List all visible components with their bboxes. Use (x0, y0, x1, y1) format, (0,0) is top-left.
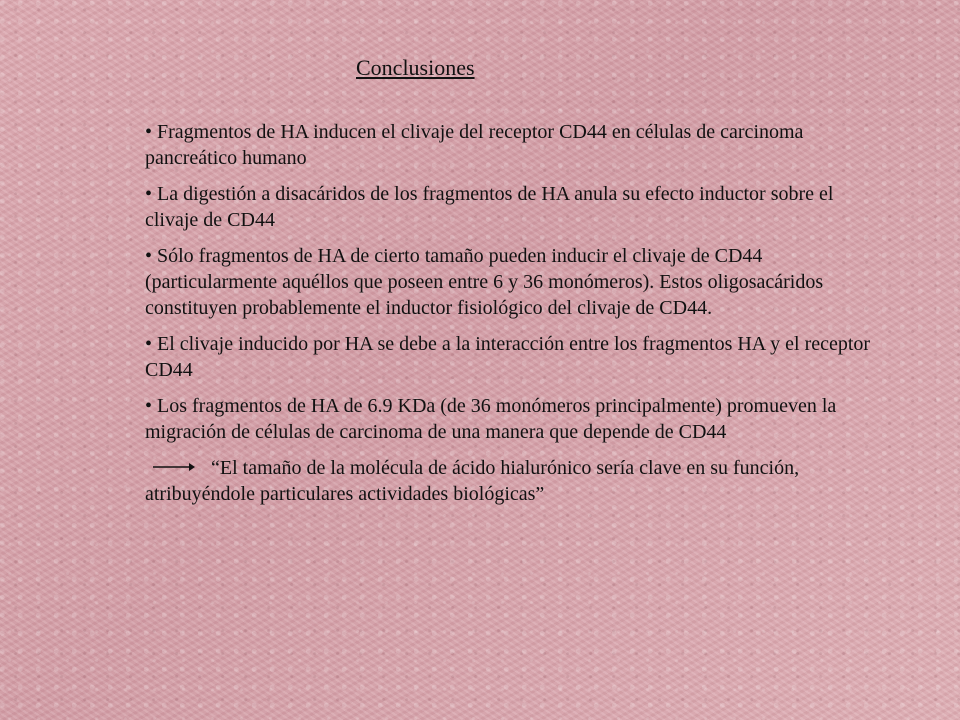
conclusion-bullet-2: • La digestión a disacáridos de los fragmentos de HA anula su efecto inductor sobre el clivaje de CD44 (145, 183, 834, 231)
final-conclusion-quote: “El tamaño de la molécula de ácido hialurónico sería clave en su función, atribuyéndole particulares actividades biológicas” (145, 457, 800, 505)
final-conclusion (145, 455, 885, 507)
right-arrow-icon (153, 462, 195, 472)
slide-title: Conclusiones (356, 55, 475, 80)
conclusions-content (145, 119, 885, 507)
conclusion-bullet-1: • Fragmentos de HA inducen el clivaje del receptor CD44 en células de carcinoma pancreático humano (145, 121, 804, 169)
conclusion-bullet-5: • Los fragmentos de HA de 6.9 KDa (de 36 monómeros principalmente) promueven la migración de células de carcinoma de una manera que depende de CD44 (145, 395, 837, 443)
conclusion-bullet-3: • Sólo fragmentos de HA de cierto tamaño pueden inducir el clivaje de CD44 (particularmente aquéllos que poseen entre 6 y 36 monómeros). Estos oligosacáridos constituyen probablemente el inductor fisiológico del clivaje de CD44. (145, 245, 824, 319)
conclusion-bullet-4: • El clivaje inducido por HA se debe a la interacción entre los fragmentos HA y el receptor CD44 (145, 333, 871, 381)
